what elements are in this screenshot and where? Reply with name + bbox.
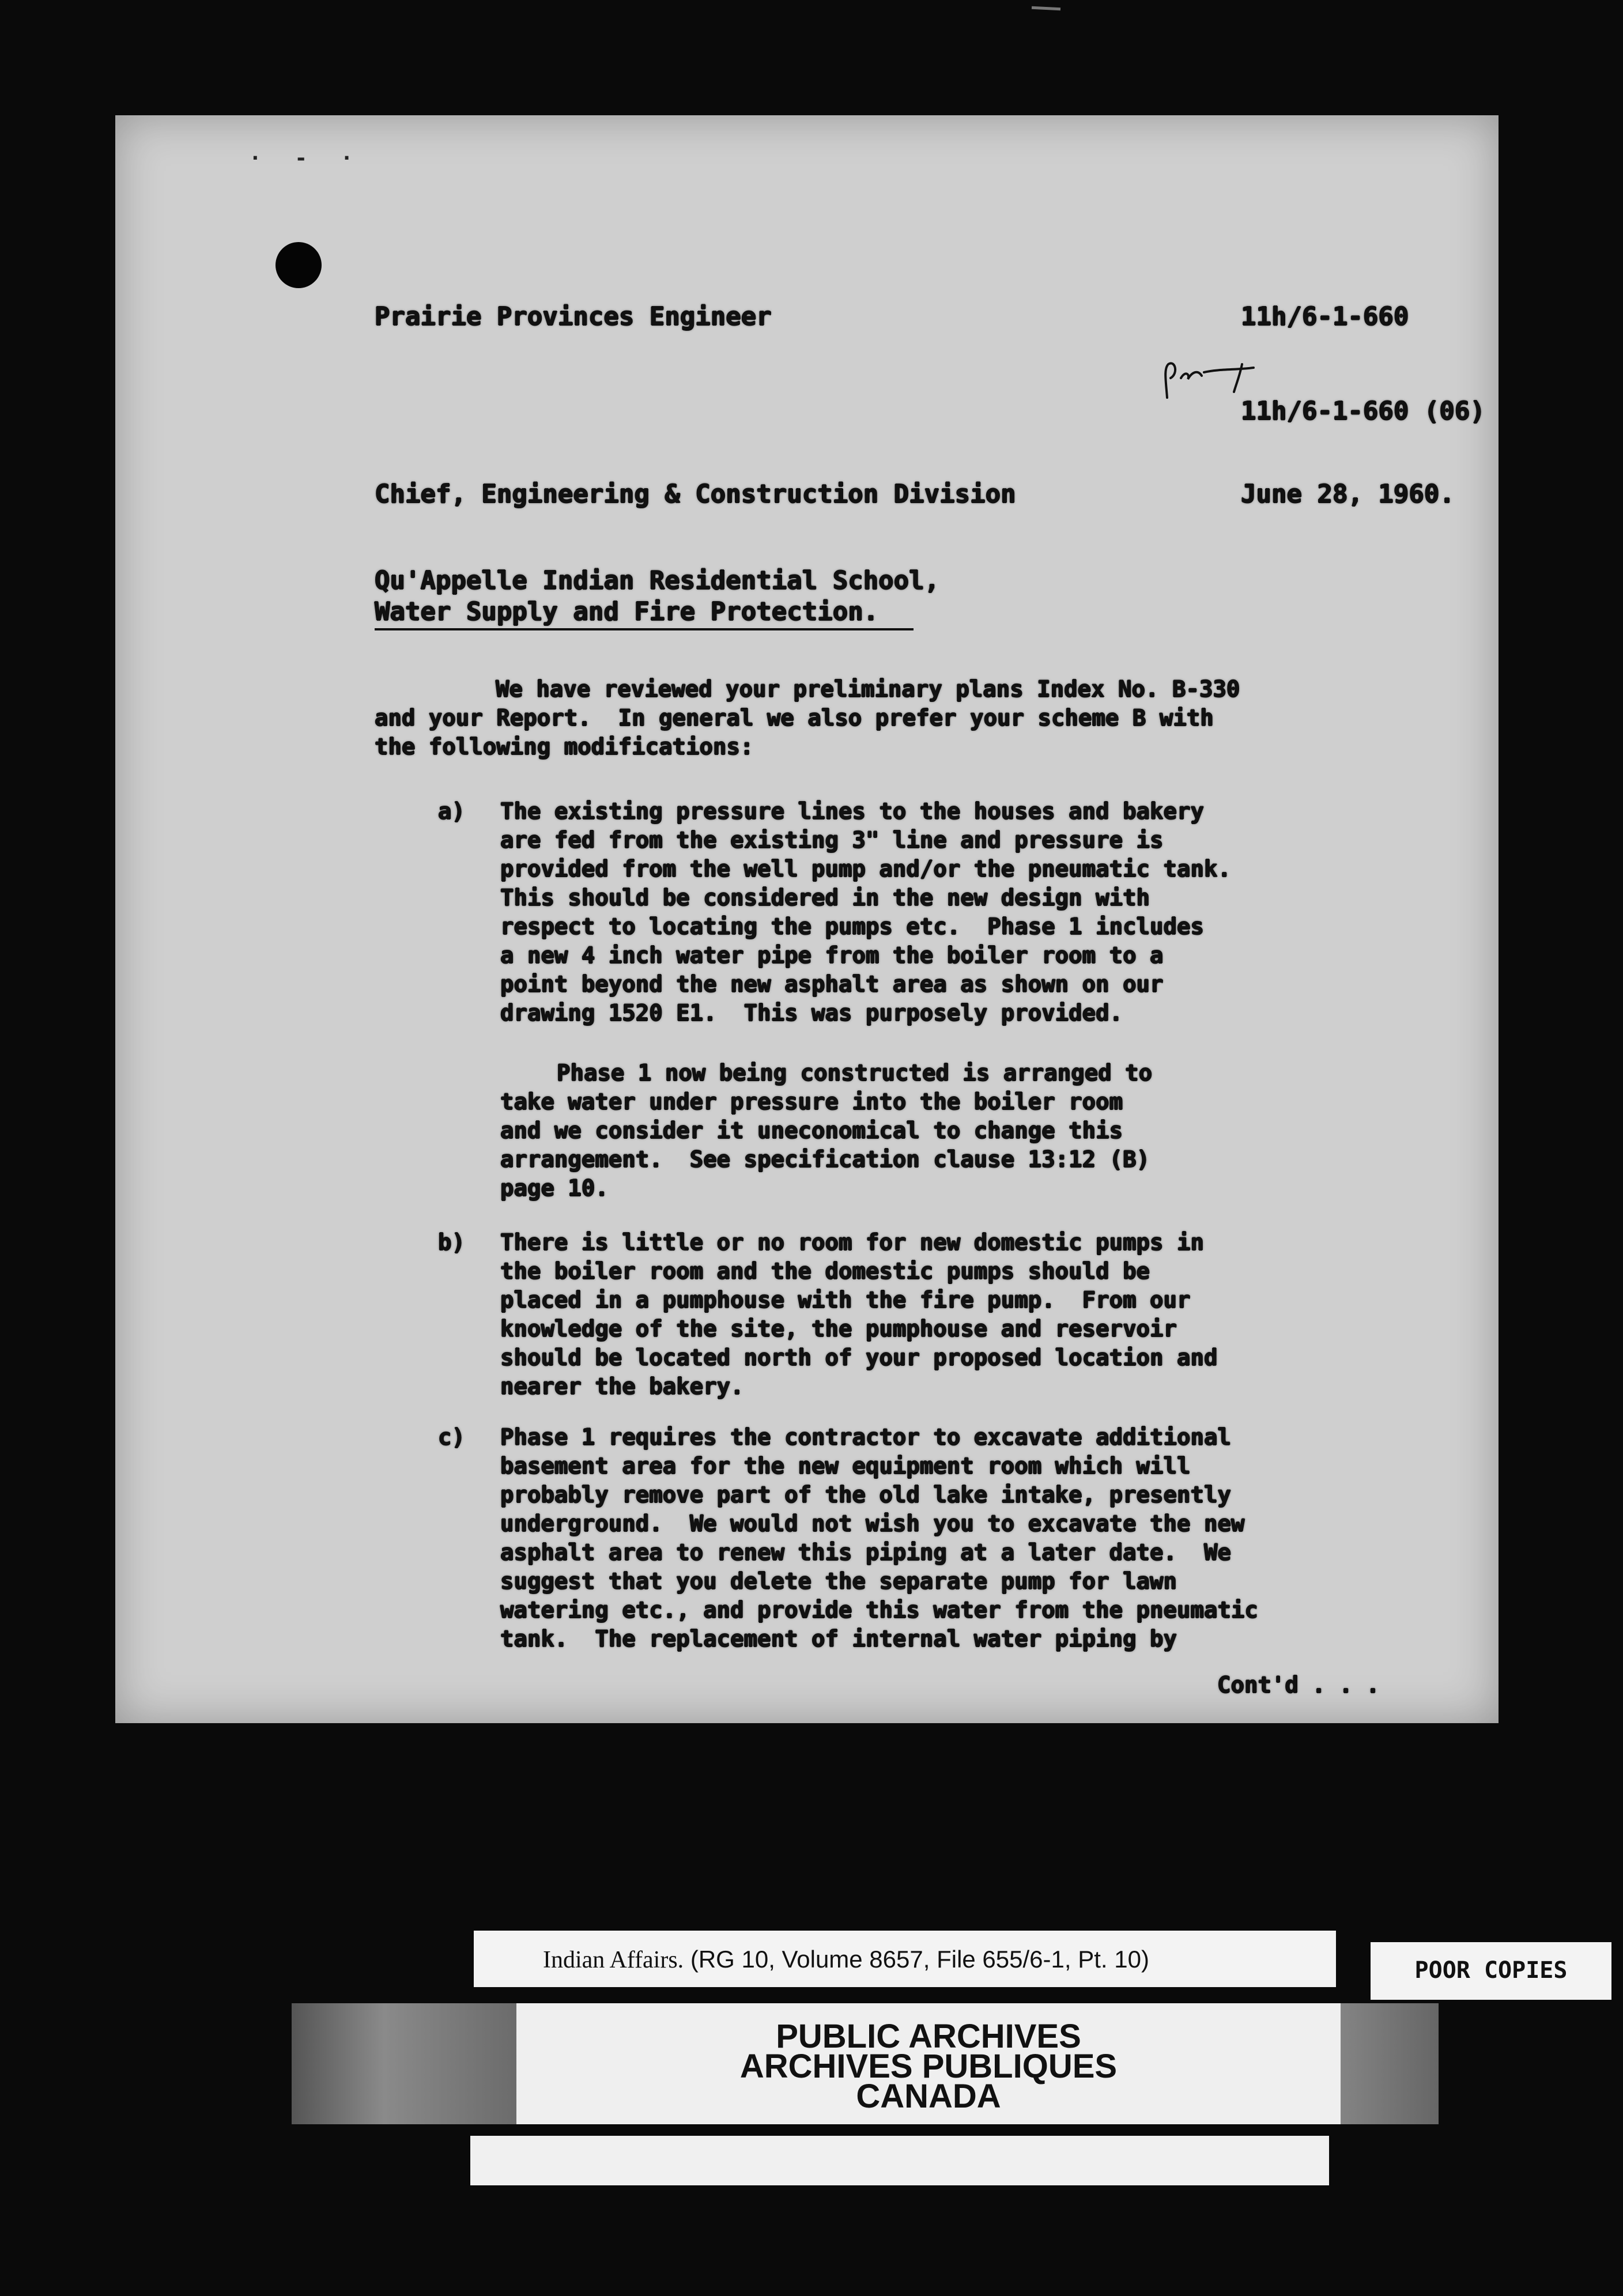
item-a-line: The existing pressure lines to the houses and bakery [500, 799, 1204, 825]
sender: Chief, Engineering & Construction Division [375, 479, 1016, 509]
item-c-line: basement area for the new equipment room which will [500, 1453, 1191, 1479]
tape-left [292, 2003, 522, 2124]
recipient: Prairie Provinces Engineer [375, 302, 772, 331]
item-marker: c) [438, 1425, 465, 1451]
item-c-line: suggest that you delete the separate pump for lawn [500, 1569, 1177, 1595]
film-mark [1032, 6, 1060, 11]
intro-line: and your Report. In general we also prefer your scheme B with [375, 705, 1214, 731]
item-c-line: probably remove part of the old lake intake, presently [500, 1482, 1231, 1508]
item-a-note-line: take water under pressure into the boiler room [500, 1089, 1123, 1115]
item-c-line: tank. The replacement of internal water piping by [500, 1626, 1177, 1652]
item-a-line: drawing 1520 E1. This was purposely provided. [500, 1000, 1123, 1026]
item-b-line: the boiler room and the domestic pumps should be [500, 1259, 1150, 1285]
bottom-label-strip [470, 2136, 1329, 2185]
handwritten-initials [1156, 358, 1265, 399]
item-a-line: provided from the well pump and/or the pneumatic tank. [500, 856, 1231, 882]
stamp-line-1: PUBLIC ARCHIVES [776, 2018, 1081, 2055]
item-b-line: There is little or no room for new domestic pumps in [500, 1230, 1204, 1256]
scan-specks: · - · [249, 146, 364, 170]
item-a-note-line: Phase 1 now being constructed is arranged to [557, 1060, 1153, 1086]
subject-underline [375, 628, 914, 630]
item-c-line: watering etc., and provide this water from the pneumatic [500, 1598, 1258, 1623]
continued-marker: Cont'd . . . [1217, 1672, 1380, 1698]
item-b-line: nearer the bakery. [500, 1374, 744, 1400]
intro-line: We have reviewed your preliminary plans Index No. B-330 [496, 677, 1240, 703]
item-a-note-line: arrangement. See specification clause 13:12 (B) [500, 1147, 1150, 1173]
item-a-line: are fed from the existing 3" line and pressure is [500, 828, 1164, 854]
intro-line: the following modifications: [375, 734, 754, 760]
archive-reference: (RG 10, Volume 8657, File 655/6-1, Pt. 10) [690, 1946, 1149, 1973]
item-a-line: point beyond the new asphalt area as shown on our [500, 972, 1164, 998]
item-c-line: Phase 1 requires the contractor to excavate additional [500, 1425, 1231, 1451]
poor-copies-label [1371, 1942, 1611, 2000]
file-number-secondary: 11h/6-1-660 (06) [1241, 396, 1485, 426]
punch-hole [275, 242, 322, 288]
item-c-line: underground. We would not wish you to excavate the new [500, 1511, 1245, 1537]
archive-reference-label [474, 1931, 1336, 1987]
poor-copies-text: POOR COPIES [1414, 1957, 1568, 1984]
item-b-line: knowledge of the site, the pumphouse and reservoir [500, 1316, 1177, 1342]
archive-source: Indian Affairs. [543, 1947, 684, 1973]
item-a-line: a new 4 inch water pipe from the boiler room to a [500, 943, 1164, 969]
item-b-line: placed in a pumphouse with the fire pump. From our [500, 1287, 1191, 1313]
item-marker: a) [438, 799, 465, 825]
archive-reference-text [543, 1946, 1149, 1974]
stamp-line-2: ARCHIVES PUBLIQUES [739, 2048, 1118, 2085]
item-a-line: respect to locating the pumps etc. Phase 1 includes [500, 914, 1204, 940]
letter-date: June 28, 1960. [1241, 479, 1455, 509]
item-c-line: asphalt area to renew this piping at a later date. We [500, 1540, 1231, 1566]
document-page [115, 115, 1499, 1723]
archives-stamp [516, 2003, 1341, 2124]
stamp-line-3: CANADA [856, 2078, 1001, 2115]
subject-line-1: Qu'Appelle Indian Residential School, [375, 566, 940, 595]
item-b-line: should be located north of your proposed location and [500, 1345, 1218, 1371]
subject-line-2: Water Supply and Fire Protection. [375, 597, 879, 626]
item-a-note-line: and we consider it uneconomical to change this [500, 1118, 1123, 1144]
file-number-primary: 11h/6-1-660 [1241, 302, 1409, 331]
item-a-line: This should be considered in the new design with [500, 885, 1150, 911]
item-a-note-line: page 10. [500, 1176, 609, 1202]
item-marker: b) [438, 1230, 465, 1256]
